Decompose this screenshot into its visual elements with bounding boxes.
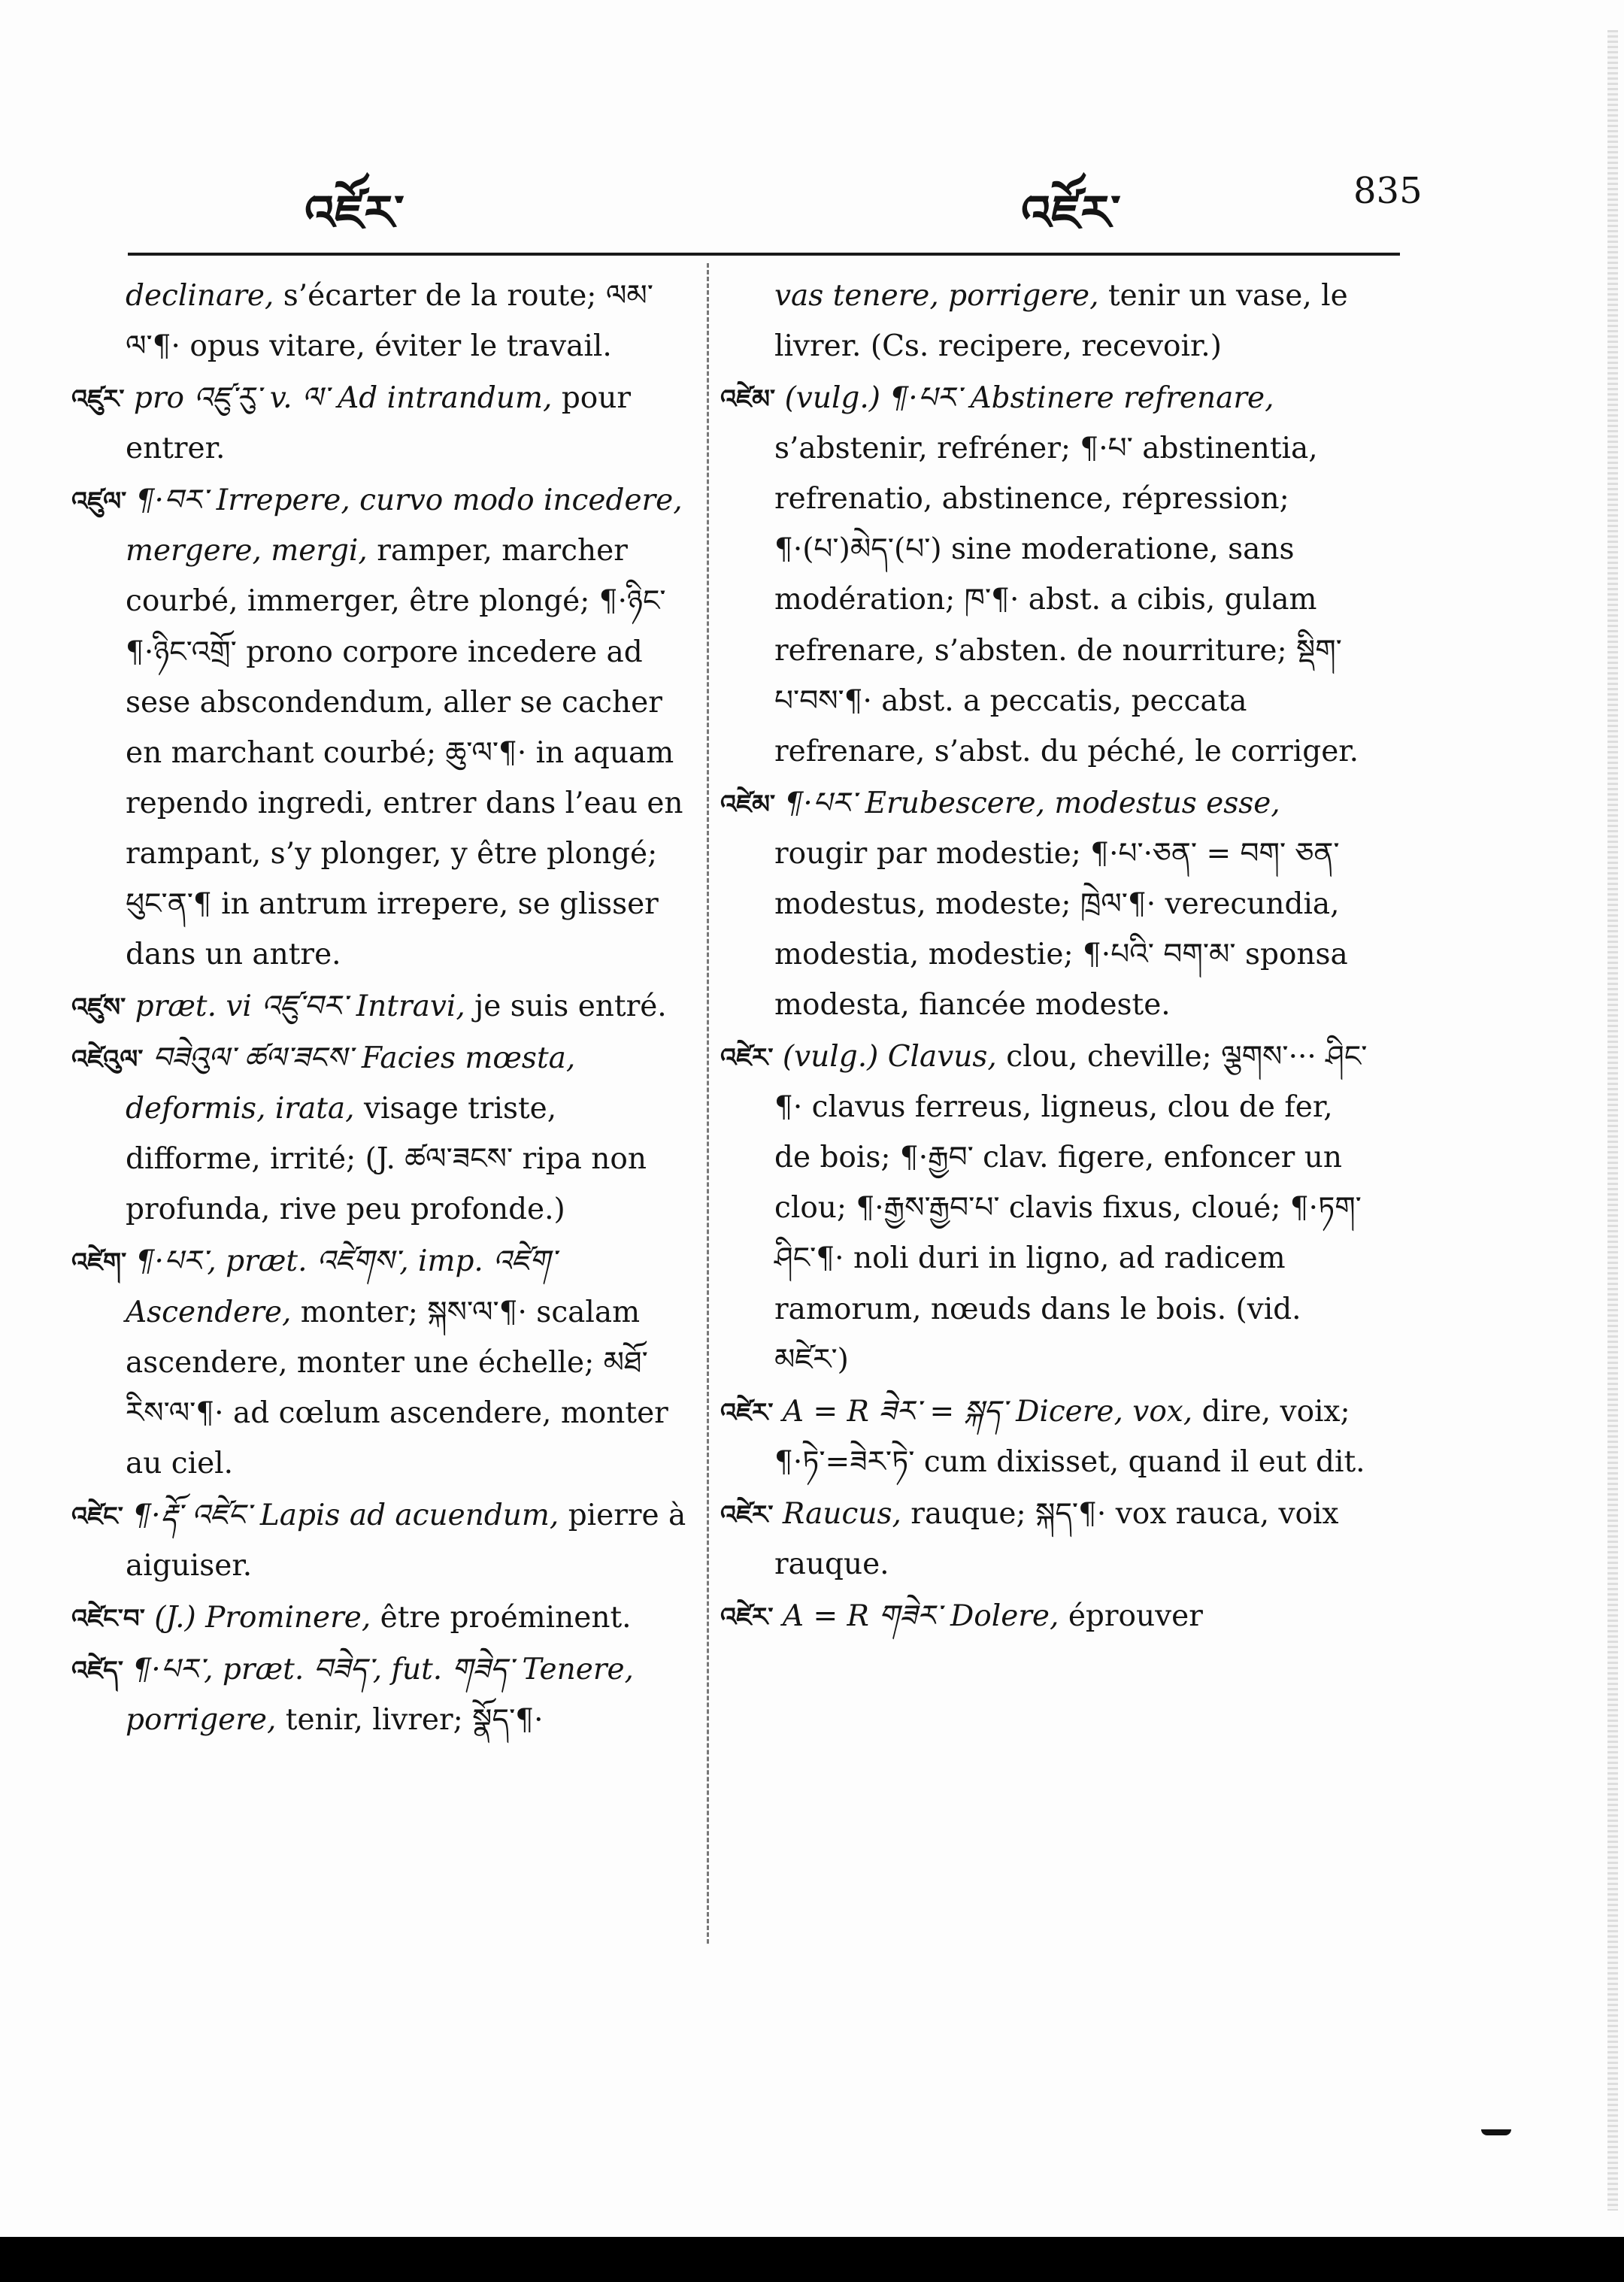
running-head-left: འཛོར་ xyxy=(304,186,404,241)
latin-gloss: བཟེའུལ་ ཚལ་ཟངས་ Facies mœsta, deformis, irata, xyxy=(126,1041,576,1126)
page-number: 835 xyxy=(1353,170,1423,212)
dictionary-entry xyxy=(71,1033,688,1235)
french-gloss: ramper, marcher courbé, immerger, être plongé; ¶·ཉིང་ ¶·ཉིང་འགྲོ་ prono corpore incedere ad sese abscondendum, aller se cacher en marchant courbé; ཆུ་ལ་¶· in aquam rependo ingredi, entrer dans l’eau en rampant, s’y plonger, y être plongé; ཕུང་ན་¶ in antrum irrepere, se glisser dans un antre. xyxy=(126,534,683,972)
latin-gloss: vas tenere, porrigere, xyxy=(774,279,1099,313)
headword: འཛེང་བ་ xyxy=(71,1604,145,1635)
margin-mark xyxy=(1481,2129,1511,2135)
dictionary-entry xyxy=(720,271,1376,371)
scan-bottom-bar xyxy=(0,2237,1624,2282)
french-gloss: s’écarter de la route; ལམ་ ལ་¶· opus vitare, éviter le travail. xyxy=(126,279,653,364)
headword: འཛེའུལ་ xyxy=(71,1044,144,1075)
latin-gloss: A = R ཟེར་ = སྐད་ Dicere, vox, xyxy=(782,1394,1193,1429)
latin-gloss: (J.) Prominere, xyxy=(154,1601,371,1635)
french-gloss: s’abstenir, refréner; ¶·པ་ abstinentia, refrenatio, abstinence, répression; ¶·(པ་)མེད་(པ་) sine moderatione, sans modération; ཁ་¶· abst. a cibis, gulam refrenare, s’absten. de nourriture; སྡིག་ པ་བས་¶· abst. a peccatis, peccata refrenare, s’abst. du péché, le corriger. xyxy=(774,432,1359,768)
latin-gloss: Raucus, xyxy=(782,1496,901,1531)
latin-gloss: (vulg.) ¶·པར་ Abstinere refrenare, xyxy=(784,381,1274,416)
dictionary-entry xyxy=(720,1591,1376,1641)
headword: འཛེར་ xyxy=(720,1602,774,1633)
left-column xyxy=(71,271,688,1747)
dictionary-entry xyxy=(720,1386,1376,1487)
headword: འཛེམ་ xyxy=(720,384,776,415)
french-gloss: être proéminent. xyxy=(380,1601,632,1635)
french-gloss: clou, cheville; ལྕགས་··· ཤིང་¶· clavus ferreus, ligneus, clou de fer, de bois; ¶·རྒྱབ་ clav. figere, enfoncer un clou; ¶·རྒྱས་རྒྱབ་པ་ clavis fixus, cloué; ¶·ཏག་ ཤིང་¶· noli duri in ligno, ad radicem ramorum, nœuds dans le bois. (vid. མཛེར་) xyxy=(774,1040,1368,1377)
latin-gloss: declinare, xyxy=(126,279,274,313)
headword: འཛུར་ xyxy=(71,384,125,415)
headword: འཛུས་ xyxy=(71,993,126,1023)
french-gloss: tenir un vase, le livrer. (Cs. recipere, recevoir.) xyxy=(774,279,1348,364)
latin-gloss: ¶·པར་, præt. བཟེད་, fut. གཟེད་ Tenere, porrigere, xyxy=(126,1653,634,1738)
latin-gloss: ¶·བར་ Irrepere, curvo modo incedere, mergere, mergi, xyxy=(126,483,683,568)
headword: འཛེར་ xyxy=(720,1043,774,1074)
latin-gloss: (vulg.) Clavus, xyxy=(782,1040,997,1074)
french-gloss: monter; སྐས་ལ་¶· scalam ascendere, monter une échelle; མཐོ་ རིས་ལ་¶· ad cœlum ascendere, monter au ciel. xyxy=(126,1295,668,1480)
dictionary-entry xyxy=(71,271,688,371)
french-gloss: dire, voix; ¶·ཏེ་=ཟེར་ཏེ་ cum dixisset, quand il eut dit. xyxy=(774,1394,1365,1479)
header-rule xyxy=(128,253,1400,256)
french-gloss: pour entrer. xyxy=(126,381,632,466)
headword: འཛེང་ xyxy=(71,1501,123,1532)
dictionary-entry xyxy=(71,981,688,1032)
headword: འཛེམ་ xyxy=(720,789,776,820)
headword: འཛེག་ xyxy=(71,1247,127,1278)
latin-gloss: præt. vi འཛུ་བར་ Intravi, xyxy=(135,989,465,1024)
french-gloss: rougir par modestie; ¶·པ་·ཅན་ = བག་ ཅན་ modestus, modeste; ཁྲེལ་¶· verecundia, modestia, modestie; ¶·པའི་ བག་མ་ sponsa modesta, fiancée modeste. xyxy=(774,836,1348,1023)
french-gloss: pierre à aiguiser. xyxy=(126,1498,686,1583)
right-column xyxy=(720,271,1376,1643)
dictionary-entry xyxy=(720,373,1376,777)
dictionary-entry xyxy=(71,1236,688,1488)
french-gloss: je suis entré. xyxy=(474,989,667,1024)
dictionary-entry xyxy=(720,1489,1376,1590)
french-gloss: éprouver xyxy=(1068,1599,1203,1634)
dictionary-entry xyxy=(720,778,1376,1030)
scan-edge xyxy=(1607,30,1618,2211)
headword: འཛེར་ xyxy=(720,1397,774,1428)
headword: འཛུལ་ xyxy=(71,486,127,517)
column-divider xyxy=(707,263,709,1944)
french-gloss: tenir, livrer; སྣོད་¶· xyxy=(285,1703,544,1738)
headword: འཛེར་ xyxy=(720,1499,774,1530)
headword: འཛེད་ xyxy=(71,1656,123,1686)
french-gloss: rauque; སྐད་¶· vox rauca, voix rauque. xyxy=(774,1496,1339,1581)
latin-gloss: pro འཛུ་རུ་ v. ལ་ Ad intrandum, xyxy=(133,381,553,416)
french-gloss: visage triste, difforme, irrité; (J. ཚལ་ཟངས་ ripa non profunda, rive peu profonde.) xyxy=(126,1092,647,1227)
dictionary-entry xyxy=(71,1593,688,1643)
latin-gloss: A = R གཟེར་ Dolere, xyxy=(782,1599,1059,1634)
dictionary-entry xyxy=(71,1644,688,1745)
dictionary-entry xyxy=(720,1032,1376,1385)
latin-gloss: ¶·པར་ Erubescere, modestus esse, xyxy=(784,786,1280,820)
dictionary-entry xyxy=(71,373,688,474)
dictionary-entry xyxy=(71,475,688,980)
running-head-right: འཛོར་ xyxy=(1021,186,1121,241)
dictionary-entry xyxy=(71,1490,688,1591)
latin-gloss: ¶·རྡོ་ འཛེང་ Lapis ad acuendum, xyxy=(132,1498,559,1532)
latin-gloss: ¶·པར་, præt. འཛེགས་, imp. འཛེག་ Ascendere, xyxy=(126,1244,556,1329)
